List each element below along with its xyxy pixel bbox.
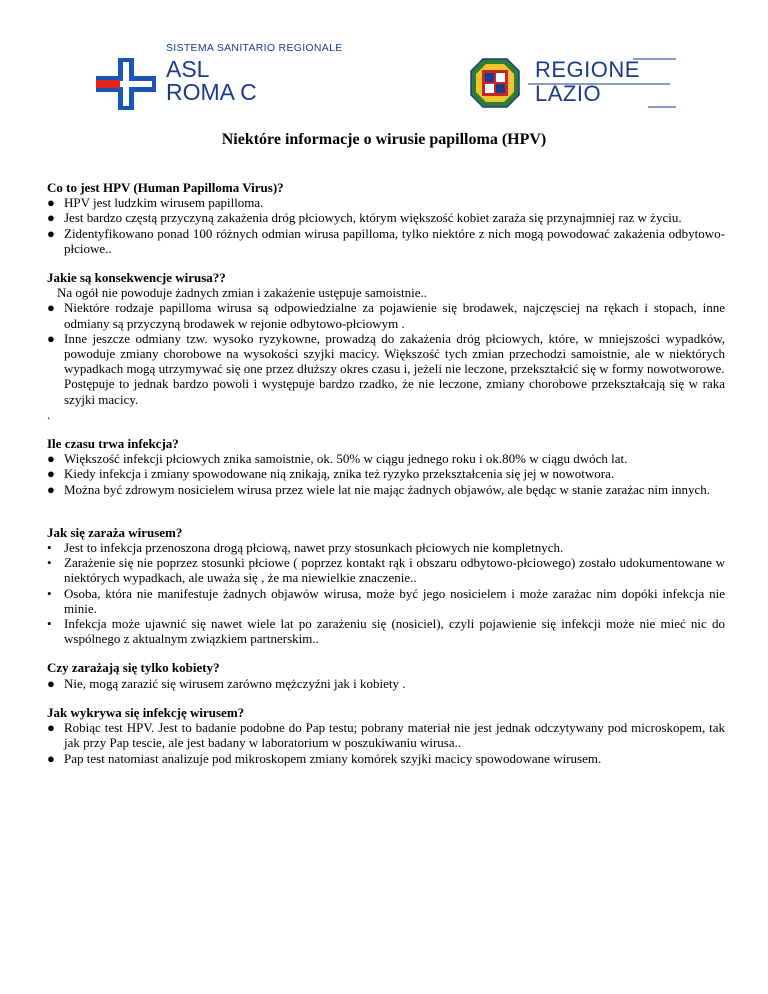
region-name-line2: LAZIO bbox=[535, 81, 602, 106]
bullet-list bbox=[47, 540, 725, 646]
bullet-icon: • bbox=[47, 540, 52, 556]
section-heading: Co to jest HPV (Human Papilloma Virus)? bbox=[47, 180, 284, 195]
list-item: ● Kiedy infekcja i zmiany spowodowane nią znikają, znika też ryzyko przekształcenia się jej w nowotwora. bbox=[47, 466, 615, 482]
list-item: • Osoba, która nie manifestuje żadnych objawów wirusa, może być jego nosicielem i może zarażac nim dopóki infekcja nie minie. bbox=[47, 585, 725, 616]
section-heading: Ile czasu trwa infekcja? bbox=[47, 436, 179, 452]
list-item: • Zarażenie się nie poprzez stosunki płciowe ( poprzez kontakt rąk i obszaru odbytowo-płciowego) zostało udokumentowane w niektórych wypadkach, ale uważa się , że ma niewielkie znaczenie.. bbox=[47, 555, 725, 586]
bullet-list bbox=[47, 676, 725, 691]
section-note: Postępuje to jednak bardzo powoli i występuje bardzo rzadko, że nie leczone, zmiany chorobowe przekształcają się w raka szyjki macicy. bbox=[64, 376, 725, 407]
list-item: ● Nie, mogą zarazić się wirusem zarówno mężczyźni jak i kobiety . bbox=[47, 675, 406, 691]
list-item: ● Inne jeszcze odmiany tzw. wysoko ryzykowne, prowadzą do zakażenia dróg płciowych, które, w mniejszości wypadków, powoduje zmiany chorobowe na wysokości szyjki macicy. Większość tych zmian przechodzi samoistnie, ale w niektórych wypadkach mogą utrzymywać się one przez dłuższy okres czasu i, jeżeli nie leczone, przekształcić się w formy nowotworowe. bbox=[47, 330, 725, 377]
bullet-icon: • bbox=[47, 585, 52, 601]
section-heading: Czy zarażają się tylko kobiety? bbox=[47, 660, 220, 676]
section-intro: Na ogół nie powoduje żadnych zmian i zakażenie ustępuje samoistnie.. bbox=[57, 285, 428, 301]
bullet-icon: ● bbox=[47, 210, 55, 226]
bullet-icon: ● bbox=[47, 225, 55, 241]
list-item: • Infekcja może ujawnić się nawet wiele lat po zarażeniu się (nosiciel), czyli pojawienie się infekcji może nie mieć nic do wspólnego z aktualnym związkiem partnerskim.. bbox=[47, 616, 725, 647]
list-item: ● Robiąc test HPV. Jest to badanie podobne do Pap testu; pobrany materiał nie jest jednak odczytywany pod microskopem, tak jak przy Pap tescie, ale jest badany w laboratorium w poszukiwaniu wirusa.. bbox=[47, 720, 725, 751]
stray-dot: . bbox=[47, 406, 51, 422]
bullet-icon: ● bbox=[47, 300, 55, 316]
bullet-icon: ● bbox=[47, 451, 55, 467]
section-heading: Jakie są konsekwencje wirusa?? bbox=[47, 270, 226, 286]
bullet-icon: ● bbox=[47, 750, 55, 766]
asl-subtitle: SISTEMA SANITARIO REGIONALE bbox=[166, 42, 343, 54]
bullet-list bbox=[47, 195, 725, 256]
document-title: Niektóre informacje o wirusie papilloma (HPV) bbox=[221, 131, 547, 148]
bullet-icon: ● bbox=[47, 330, 55, 346]
bullet-list bbox=[47, 451, 725, 497]
list-item: ● Można być zdrowym nosicielem wirusa przez wiele lat nie mając żadnych objawów, ale będąc w stanie zarażac nim innych. bbox=[47, 481, 710, 497]
bullet-list bbox=[47, 720, 725, 766]
list-item: ● Jest bardzo częstą przyczyną zakażenia dróg płciowych, którym większość kobiet zaraża się przynajmniej raz w życiu. bbox=[47, 210, 682, 226]
section-heading: Jak wykrywa się infekcję wirusem? bbox=[47, 704, 245, 720]
list-item: ● Większość infekcji płciowych znika samoistnie, ok. 50% w ciągu jednego roku i ok.80% w ciągu dwóch lat. bbox=[47, 451, 628, 467]
list-item: ● HPV jest ludzkim wirusem papilloma. bbox=[47, 195, 264, 211]
region-emblem-logo bbox=[469, 57, 521, 109]
bullet-icon: ● bbox=[47, 675, 55, 691]
asl-cross-logo bbox=[96, 58, 156, 110]
list-item: ● Niektóre rodzaje papilloma wirusa są odpowiedzialne za pojawienie się brodawek, najczęsciej na rękach i stopach, inne odmiany są przyczyną brodawek w rejonie odbytowo-płciowym . bbox=[47, 300, 725, 331]
bullet-icon: ● bbox=[47, 466, 55, 482]
bullet-icon: • bbox=[47, 616, 52, 632]
list-item: ● Pap test natomiast analizuje pod mikroskopem zmiany komórek szyjki macicy spowodowane wirusem. bbox=[47, 750, 602, 766]
bullet-list bbox=[47, 300, 725, 376]
document-body bbox=[47, 180, 725, 766]
list-item: ● Zidentyfikowano ponad 100 różnych odmian wirusa papilloma, tylko niektóre z nich mogą powodować zakażenia odbytowo-płciowe.. bbox=[47, 225, 725, 256]
bullet-icon: ● bbox=[47, 195, 55, 211]
bullet-icon: ● bbox=[47, 481, 55, 497]
bullet-icon: • bbox=[47, 555, 52, 571]
section-heading: Jak się zaraża wirusem? bbox=[47, 524, 183, 540]
list-item: • Jest to infekcja przenoszona drogą płciową, nawet przy stosunkach płciowych nie kompletnych. bbox=[47, 540, 564, 556]
asl-name-line2: ROMA C bbox=[166, 79, 257, 105]
bullet-icon: ● bbox=[47, 720, 55, 736]
asl-name-line1: ASL bbox=[166, 56, 210, 82]
region-name-line1: REGIONE bbox=[535, 57, 640, 82]
